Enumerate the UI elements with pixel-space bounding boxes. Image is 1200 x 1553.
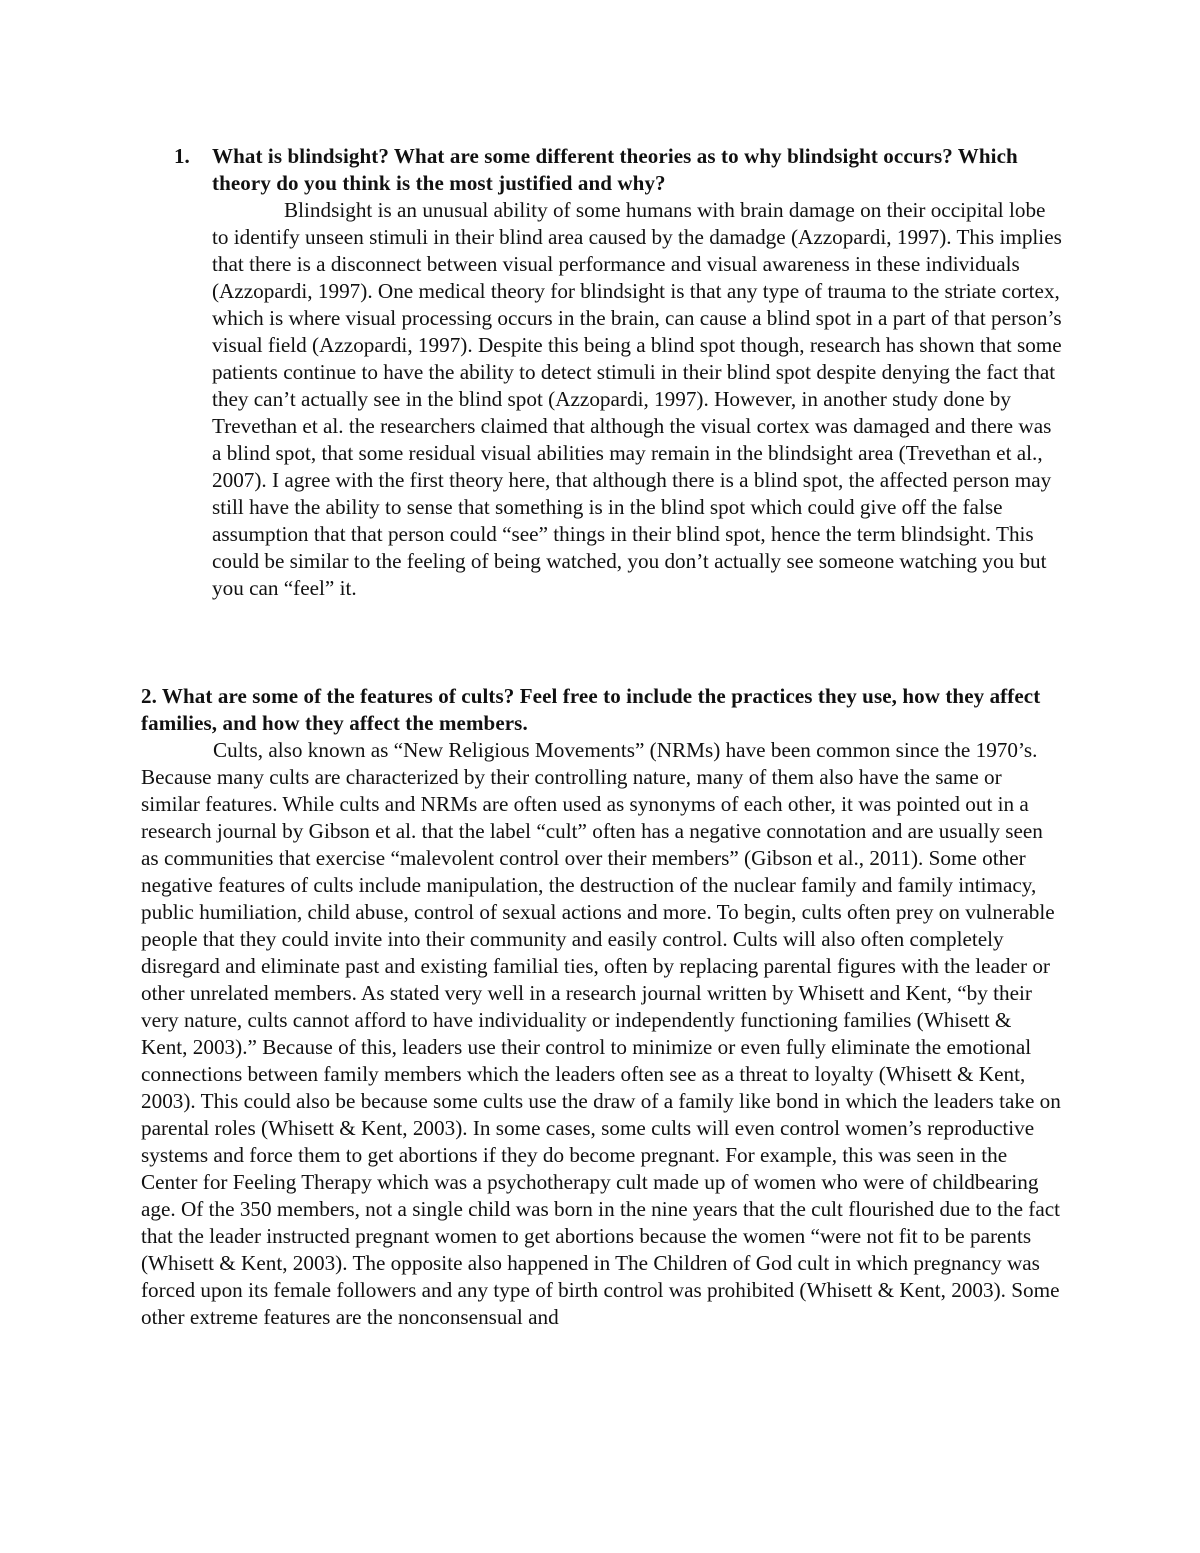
question-2-section (141, 683, 1061, 1331)
answer-1-text: Blindsight is an unusual ability of some humans with brain damage on their occipital lobe to identify unseen stimuli in their blind area caused by the damadge (Azzopardi, 1997). This implies that there is a disconnect between visual performance and visual awareness in these individuals (Azzopardi, 1997). One medical theory for blindsight is that any type of trauma to the striate cortex, which is where visual processing occurs in the brain, can cause a blind spot in a part of that person’s visual field (Azzopardi, 1997). Despite this being a blind spot though, research has shown that some patients continue to have the ability to detect stimuli in their blind spot despite denying the fact that they can’t actually see in the blind spot (Azzopardi, 1997). However, in another study done by Trevethan et al. the researchers claimed that although the visual cortex was damaged and there was a blind spot, that some residual visual abilities may remain in the blindsight area (Trevethan et al., 2007). I agree with the first theory here, that although there is a blind spot, the affected person may still have the ability to sense that something is in the blind spot which could give off the false assumption that that person could “see” things in their blind spot, hence the term blindsight. This could be similar to the feeling of being watched, you don’t actually see someone watching you but you can “feel” it. (212, 198, 1062, 600)
question-2-text: 2. What are some of the features of cults? Feel free to include the practices they use, how they affect families, and how they affect the members. (141, 684, 1041, 735)
question-1-number: 1. (174, 144, 190, 168)
question-1-text: What is blindsight? What are some different theories as to why blindsight occurs? Which theory do you think is the most justified and why? (212, 144, 1018, 195)
question-1-section (174, 143, 1064, 602)
answer-2-text: Cults, also known as “New Religious Movements” (NRMs) have been common since the 1970’s. Because many cults are characterized by their controlling nature, many of them also have the same or similar features. While cults and NRMs are often used as synonyms of each other, it was pointed out in a research journal by Gibson et al. that the label “cult” often has a negative connotation and are usually seen as communities that exercise “malevolent control over their members” (Gibson et al., 2011). Some other negative features of cults include manipulation, the destruction of the nuclear family and family intimacy, public humiliation, child abuse, control of sexual actions and more. To begin, cults often prey on vulnerable people that they could invite into their community and easily control. Cults will also often completely disregard and eliminate past and existing familial ties, often by replacing parental figures with the leader or other unrelated members. As stated very well in a research journal written by Whisett and Kent, “by their very nature, cults cannot afford to have individuality or independently functioning families (Whisett & Kent, 2003).” Because of this, leaders use their control to minimize or even fully eliminate the emotional connections between family members which the leaders often see as a threat to loyalty (Whisett & Kent, 2003). This could also be because some cults use the draw of a family like bond in which the leaders take on parental roles (Whisett & Kent, 2003). In some cases, some cults will even control women’s reproductive systems and force them to get abortions if they do become pregnant. For example, this was seen in the Center for Feeling Therapy which was a psychotherapy cult made up of women who were of childbearing age. Of the 350 members, not a single child was born in the nine years that the cult flourished due to the fact that the leader instructed pregnant women to get abortions because the women “were not fit to be parents (Whisett & Kent, 2003). The opposite also happened in The Children of God cult in which pregnancy was forced upon its female followers and any type of birth control was prohibited (Whisett & Kent, 2003). Some other extreme features are the nonconsensual and (141, 738, 1061, 1329)
question-1-body (212, 143, 1064, 602)
